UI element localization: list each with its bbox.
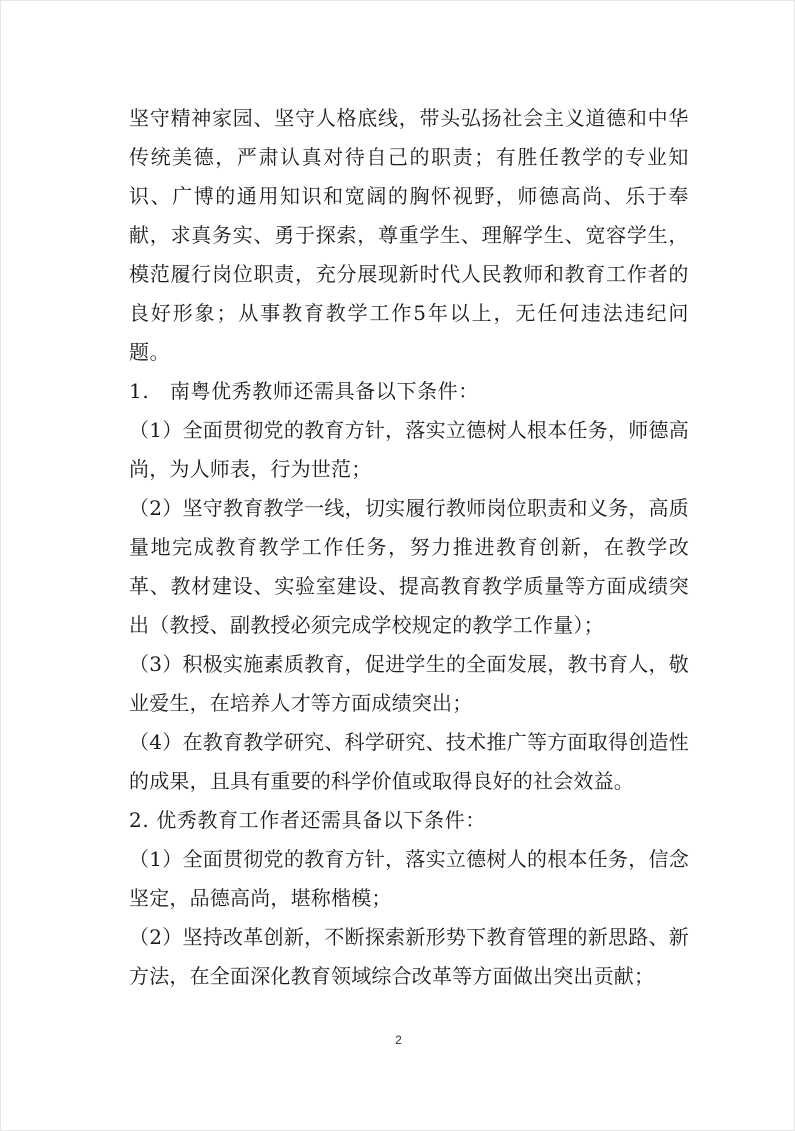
paragraph-general-requirements: 坚守精神家园、坚守人格底线，带头弘扬社会主义道德和中华传统美德，严肃认真对待自己的职责；有胜任教学的专业知识、广博的通用知识和宽阔的胸怀视野，师德高尚、乐于奉献，求真务实、勇于探索，尊重学生、理解学生、宽容学生，模范履行岗位职责，充分展现新时代人民教师和教育工作者的良好形象；从事教育教学工作5年以上，无任何违法违纪问题。	[129, 106, 689, 364]
page-number: 2	[395, 1033, 402, 1047]
paragraph-teacher-condition-2: （2）坚守教育教学一线，切实履行教师岗位职责和义务，高质量地完成教育教学工作任务，努力推进教育创新，在教学改革、教材建设、实验室建设、提高教育教学质量等方面成绩突出（教授、副教授必须完成学校规定的教学工作量）；	[129, 496, 689, 637]
document-body	[129, 99, 689, 996]
paragraph-worker-condition-1: （1）全面贯彻党的教育方针，落实立德树人的根本任务，信念坚定，品德高尚，堪称楷模；	[129, 847, 689, 910]
paragraph-worker-condition-2: （2）坚持改革创新，不断探索新形势下教育管理的新思路、新方法，在全面深化教育领域综合改革等方面做出突出贡献；	[129, 925, 689, 988]
heading-excellent-education-worker: 2. 优秀教育工作者还需具备以下条件：	[129, 808, 486, 832]
paragraph-teacher-condition-4: （4）在教育教学研究、科学研究、技术推广等方面取得创造性的成果，且具有重要的科学价值或取得良好的社会效益。	[129, 730, 689, 793]
heading-nanyue-excellent-teacher: 1. 南粤优秀教师还需具备以下条件：	[129, 379, 479, 403]
paragraph-teacher-condition-3: （3）积极实施素质教育，促进学生的全面发展，教书育人，敬业爱生，在培养人才等方面成绩突出；	[129, 652, 689, 715]
paragraph-teacher-condition-1: （1）全面贯彻党的教育方针，落实立德树人根本任务，师德高尚，为人师表，行为世范；	[129, 418, 689, 481]
